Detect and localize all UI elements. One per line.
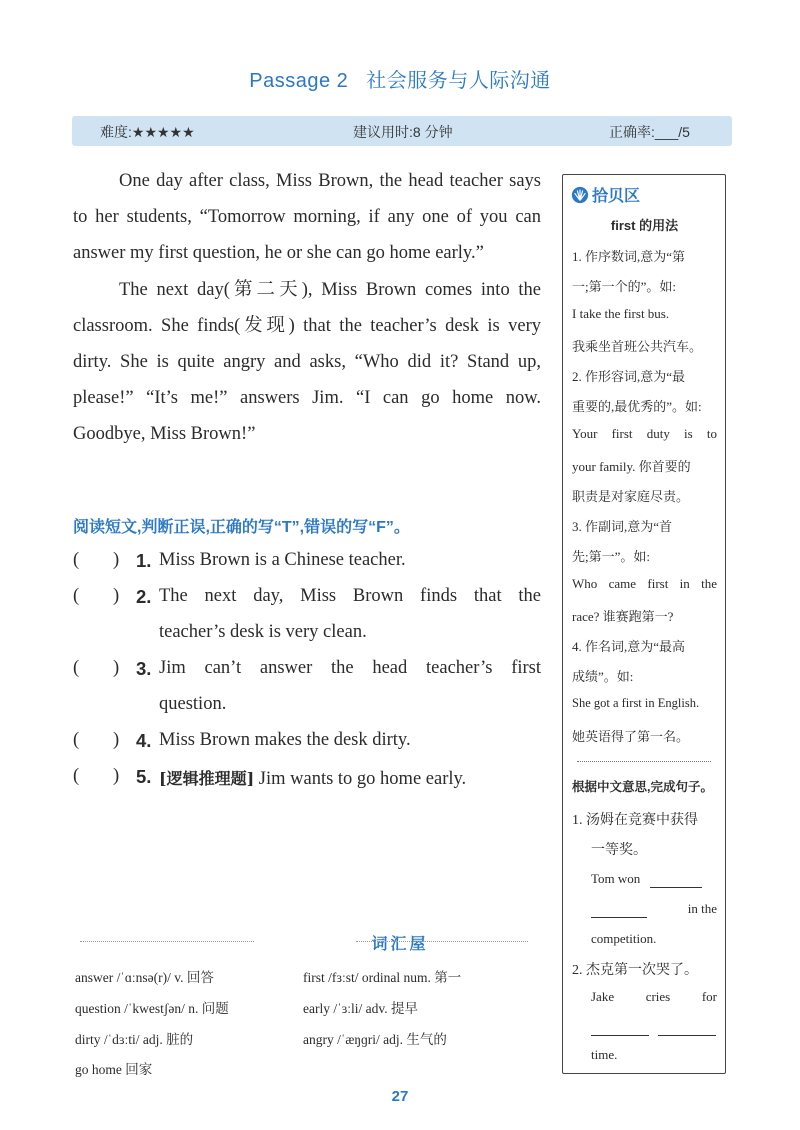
- answer-blank[interactable]: [591, 1019, 649, 1036]
- exercise-1-line2: in the: [591, 901, 717, 918]
- exercise-1-chinese-cont: 一等奖。: [591, 843, 647, 858]
- question-item: ( ) 2. The next day, Miss Brown finds that the teacher’s desk is very clean.: [73, 586, 541, 642]
- exercise-2-blanks: [591, 1019, 717, 1036]
- sidebar-line: 2. 作形容词,意为“最: [572, 369, 686, 384]
- vocab-divider-right: [356, 941, 528, 942]
- vocab-entry: question /ˈkwestʃən/ n. 问题: [75, 1001, 229, 1016]
- sidebar-header: [571, 183, 640, 206]
- sidebar-line: 一;第一个的”。如:: [572, 279, 676, 294]
- exercise-title: 根据中文意思,完成句子。: [572, 780, 713, 794]
- sidebar-line: I take the first bus.: [572, 306, 670, 321]
- exercise-2-line3: time.: [591, 1047, 618, 1062]
- sidebar-line: 先;第一”。如:: [572, 549, 650, 564]
- sidebar-line: 职责是对家庭尽责。: [572, 489, 690, 504]
- reading-passage: [73, 163, 541, 453]
- sidebar-line: 我乘坐首班公共汽车。: [572, 339, 703, 354]
- question-item: ( ) 1. Miss Brown is a Chinese teacher.: [73, 550, 541, 574]
- question-text-line2: teacher’s desk is very clean.: [159, 622, 367, 642]
- difficulty-rating: 难度:★★★★★: [100, 124, 195, 140]
- sidebar-divider: [577, 761, 711, 762]
- question-text: Miss Brown is a Chinese teacher.: [159, 550, 406, 570]
- passage-topic: 社会服务与人际沟通: [366, 70, 551, 92]
- question-text: Jim wants to go home early.: [258, 769, 467, 789]
- sidebar-line: your family. 你首要的: [572, 459, 691, 474]
- answer-blank[interactable]: (: [73, 658, 80, 678]
- question-text-line1: Jim can’t answer the head teacher’s first: [159, 658, 541, 678]
- sidebar-line: 1. 作序数词,意为“第: [572, 249, 686, 264]
- page-number: 27: [391, 1088, 409, 1105]
- exercise-1-line3: competition.: [591, 931, 657, 946]
- question-text: Miss Brown makes the desk dirty.: [159, 730, 411, 750]
- answer-blank[interactable]: (: [73, 586, 80, 606]
- question-number: 1.: [136, 550, 152, 571]
- answer-blank[interactable]: [650, 871, 702, 888]
- sidebar-line: 重要的,最优秀的”。如:: [572, 399, 702, 414]
- sidebar-line: Who came first in the: [572, 576, 717, 591]
- sidebar-line: 成绩”。如:: [572, 669, 634, 684]
- question-number: 5.: [136, 766, 152, 787]
- exercise-1-line1: Tom won: [591, 871, 717, 888]
- exercise-2-line1: Jake cries for: [591, 989, 717, 1004]
- question-number: 4.: [136, 730, 152, 751]
- question-text-line1: The next day, Miss Brown finds that the: [159, 586, 541, 606]
- sidebar-line: 4. 作名词,意为“最高: [572, 639, 686, 654]
- vocab-entry: go home 回家: [75, 1062, 153, 1077]
- question-type-tag: [逻辑推理题]: [159, 769, 255, 788]
- sidebar-line: She got a first in English.: [572, 696, 700, 710]
- question-number: 3.: [136, 658, 152, 679]
- accuracy-score: 正确率:___/5: [609, 124, 690, 140]
- vocab-title: 词汇屋: [371, 936, 429, 953]
- question-item: ( ) 4. Miss Brown makes the desk dirty.: [73, 730, 541, 754]
- question-number: 2.: [136, 586, 152, 607]
- shell-icon: [571, 186, 589, 204]
- question-item: ( ) 5. [逻辑推理题] Jim wants to go home early.: [73, 766, 467, 789]
- passage-title: [0, 64, 800, 93]
- sidebar-title: 拾贝区: [592, 188, 641, 205]
- vocab-entry: answer /ˈɑːnsə(r)/ v. 回答: [75, 970, 214, 985]
- question-text-line2: question.: [159, 694, 227, 714]
- passage-paragraph-2: The next day(第二天), Miss Brown comes into the classroom. She finds(发现) that the teacher’s desk is very dirty. She is quite angry and asks, “Who did it? Stand up, please!” “It’s me!” answers Jim. “I can go home now. Goodbye, Miss Brown!”: [73, 279, 541, 445]
- passage-number: Passage 2: [249, 70, 349, 92]
- sidebar-line: 她英语得了第一名。: [572, 729, 690, 744]
- suggested-time: 建议用时:8 分钟: [353, 124, 453, 140]
- answer-blank[interactable]: [591, 901, 647, 918]
- passage-paragraph-1: One day after class, Miss Brown, the head teacher says to her students, “Tomorrow morning, if any one of you can answer my first question, he or she can go home early.”: [73, 171, 541, 264]
- vocab-entry: first /fɜːst/ ordinal num. 第一: [303, 970, 462, 985]
- info-bar: [72, 116, 732, 146]
- answer-blank[interactable]: (: [73, 550, 80, 570]
- answer-blank[interactable]: (: [73, 766, 80, 786]
- exercise-1-chinese: 1. 汤姆在竞赛中获得: [572, 813, 698, 828]
- vocab-entry: angry /ˈæŋɡri/ adj. 生气的: [303, 1032, 447, 1047]
- question-item: ( ) 3. Jim can’t answer the head teacher’s first question.: [73, 658, 541, 714]
- exercise-2-chinese: 2. 杰克第一次哭了。: [572, 963, 698, 978]
- vocab-entry: early /ˈɜːli/ adv. 提早: [303, 1001, 419, 1016]
- sidebar-line: 3. 作副词,意为“首: [572, 519, 673, 534]
- vocab-entry: dirty /ˈdɜːti/ adj. 脏的: [75, 1032, 194, 1047]
- question-instruction: 阅读短文,判断正误,正确的写“T”,错误的写“F”。: [73, 519, 410, 536]
- sidebar-line: race? 谁赛跑第一?: [572, 609, 674, 624]
- answer-blank[interactable]: [658, 1019, 716, 1036]
- sidebar-line: Your first duty is to: [572, 426, 717, 441]
- answer-blank[interactable]: (: [73, 730, 80, 750]
- sidebar-subtitle: first 的用法: [610, 218, 679, 233]
